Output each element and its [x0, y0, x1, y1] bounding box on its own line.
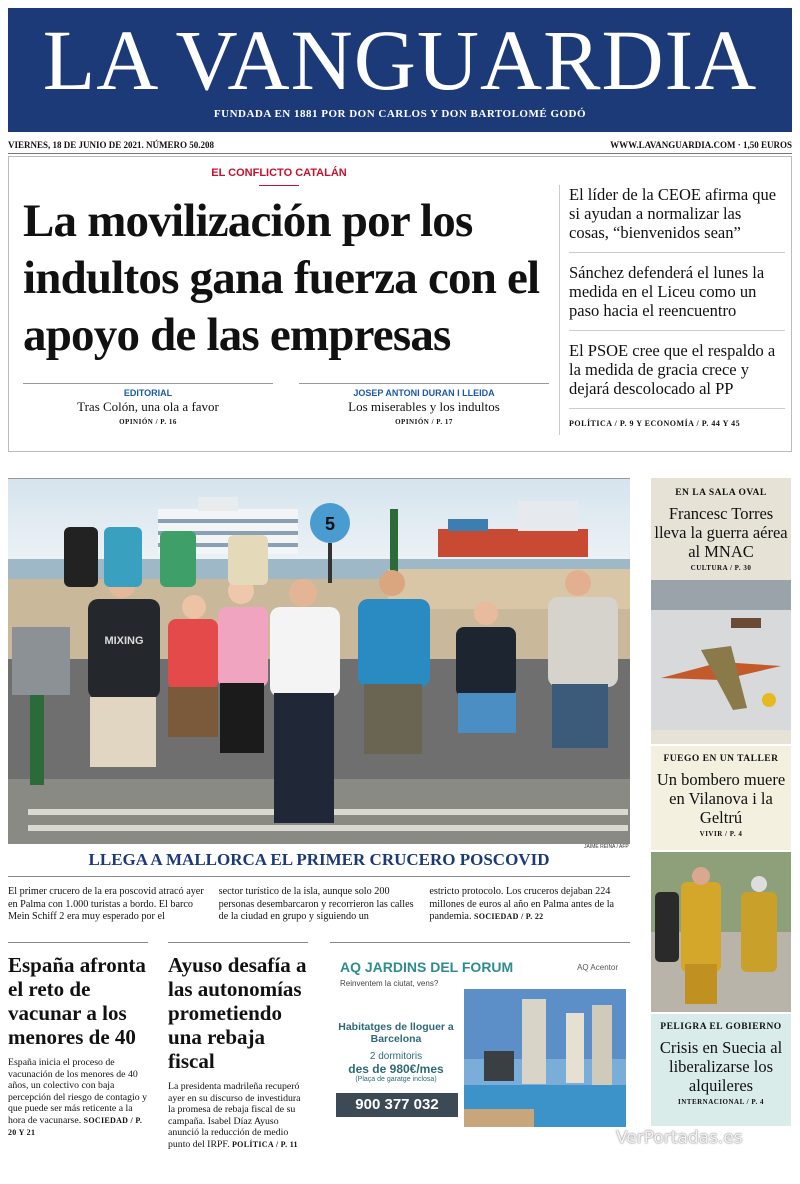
- card-kicker: FUEGO EN UN TALLER: [663, 754, 779, 764]
- opinion-category: JOSEP ANTONI DURAN I LLEIDA: [353, 388, 495, 398]
- opinion-editorial[interactable]: [23, 383, 273, 426]
- opinion-page-ref: OPINIÓN / P. 16: [119, 418, 177, 426]
- card-sweden[interactable]: [651, 1014, 791, 1126]
- ad-phone-number[interactable]: 900 377 032: [336, 1093, 458, 1117]
- lead-subpoints: [569, 185, 785, 428]
- cruise-photo-illustration: [8, 479, 630, 844]
- ad-building-image: [464, 989, 626, 1127]
- story-text: España inicia el proceso de vacunación de los menores de 40 años, un colectivo con baja percepción del riesgo de contagio y que puede ser más reticente a la hora de vacunarse.: [8, 1057, 148, 1126]
- real-estate-ad[interactable]: [330, 942, 630, 1126]
- ad-price: des de 980€/mes: [348, 1062, 444, 1076]
- firefighters-photo-frame: [651, 852, 791, 1012]
- story-ayuso[interactable]: [168, 942, 308, 1151]
- card-headline: Crisis en Suecia al liberalizarse los alquileres: [659, 1038, 783, 1095]
- opinion-headline: Tras Colón, una ola a favor: [77, 399, 219, 414]
- card-firefighter[interactable]: [651, 746, 791, 850]
- photo-story-body: [8, 886, 630, 924]
- lead-subpoint[interactable]: Sánchez defenderá el lunes la medida en el Liceu como un paso hacia el reencuentro: [569, 263, 785, 331]
- ad-offer: [336, 1021, 456, 1083]
- founded-line: FUNDADA EN 1881 POR DON CARLOS Y DON BARTOLOMÉ GODÓ: [213, 108, 587, 120]
- watermark: VerPortadas.es: [616, 1128, 743, 1148]
- photo-credit: JAIME REINA / AFP: [584, 844, 629, 850]
- story-body: [8, 1057, 148, 1138]
- photo-caption[interactable]: LLEGA A MALLORCA EL PRIMER CRUCERO POSCOVID: [8, 850, 630, 877]
- cruise-photo[interactable]: [8, 478, 630, 844]
- ad-bedrooms: 2 dormitoris: [369, 1051, 423, 1062]
- shirt-print: MIXING: [104, 635, 144, 647]
- ad-brand: AQ JARDINS DEL FORUM: [340, 959, 514, 975]
- tour-sign-number: 5: [324, 514, 336, 534]
- ad-offer-title: Habitatges de lloguer a Barcelona: [338, 1021, 454, 1045]
- newspaper-title: LA VANGUARDIA: [42, 12, 758, 108]
- column-divider: [559, 185, 560, 435]
- photo-text-col: [429, 886, 630, 924]
- lead-headline[interactable]: La movilización por los indultos gana fuerza con el apoyo de las empresas: [23, 195, 540, 361]
- card-kicker: PELIGRA EL GOBIERNO: [660, 1022, 782, 1032]
- photo-page-ref: SOCIEDAD / P. 22: [474, 912, 544, 921]
- firefighters-photo: [651, 852, 791, 1012]
- lead-subpoint[interactable]: El líder de la CEOE afirma que si ayudan a normalizar las cosas, “bienvenidos sean”: [569, 185, 785, 253]
- lead-subpoint[interactable]: El PSOE cree que el respaldo a la medida de gracia crece y dejará descolocado al PP: [569, 341, 785, 409]
- story-headline: España afronta el reto de vacunar a los menores de 40: [8, 953, 146, 1049]
- story-page-ref: SOCIEDAD / P. 20 Y 21: [8, 1115, 143, 1137]
- story-page-ref: POLÍTICA / P. 11: [232, 1139, 298, 1149]
- ad-parking-note: (Plaça de garatge inclosa): [355, 1076, 437, 1083]
- lead-page-ref: POLÍTICA / P. 9 Y ECONOMÍA / P. 44 Y 45: [569, 419, 741, 428]
- lead-story: [8, 156, 792, 452]
- card-page-ref: INTERNACIONAL / P. 4: [678, 1098, 764, 1106]
- photo-text-col: sector turístico de la isla, aunque solo 200 personas desembarcaron y recorrieron las calles de la ciudad en grupo y siguiendo un: [218, 886, 414, 922]
- story-vaccination[interactable]: [8, 942, 148, 1138]
- card-page-ref: VIVIR / P. 4: [699, 830, 743, 838]
- photo-text-col-3: estricto protocolo. Los cruceros dejaban 224 millones de euros al año en Palma antes de la pandemia.: [429, 886, 615, 922]
- kicker-divider: [259, 185, 299, 186]
- card-page-ref: CULTURA / P. 30: [690, 564, 752, 572]
- card-headline: Un bombero muere en Vilanova i la Geltrú: [656, 770, 786, 827]
- story-headline: Ayuso desafía a las autonomías prometiendo una rebaja fiscal: [168, 953, 307, 1073]
- card-kicker: EN LA SALA OVAL: [675, 488, 767, 498]
- website-price: WWW.LAVANGUARDIA.COM · 1,50 EUROS: [610, 139, 792, 150]
- ad-logo: AQ Acentor: [577, 963, 618, 972]
- opinion-headline: Los miserables y los indultos: [348, 399, 500, 414]
- card-headline: Francesc Torres lleva la guerra aérea al MNAC: [654, 504, 788, 561]
- card-mnac[interactable]: [651, 478, 791, 744]
- ad-panel: [332, 953, 628, 1123]
- masthead: [8, 8, 792, 132]
- issue-date: VIERNES, 18 DE JUNIO DE 2021. NÚMERO 50.208: [8, 139, 215, 150]
- lead-kicker: EL CONFLICTO CATALÁN: [211, 167, 347, 179]
- warplane-image: [651, 580, 791, 730]
- ad-tagline: Reinventem la ciutat, vens?: [340, 979, 439, 988]
- photo-text-col: El primer crucero de la era poscovid atracó ayer en Palma con 1.000 turistas a bordo. El barco Mein Schiff 2 era muy esperado por el: [8, 886, 204, 922]
- story-text: La presidenta madrileña recuperó ayer en su discurso de investidura la promesa de rebaja fiscal de su campaña. Isabel Díaz Ayuso anunció la reducción de medio punto del IRPF.: [168, 1081, 301, 1150]
- story-body: [168, 1081, 308, 1151]
- opinion-category: EDITORIAL: [123, 388, 173, 398]
- opinion-page-ref: OPINIÓN / P. 17: [395, 418, 453, 426]
- opinion-column[interactable]: [299, 383, 549, 426]
- dateline: [8, 136, 792, 154]
